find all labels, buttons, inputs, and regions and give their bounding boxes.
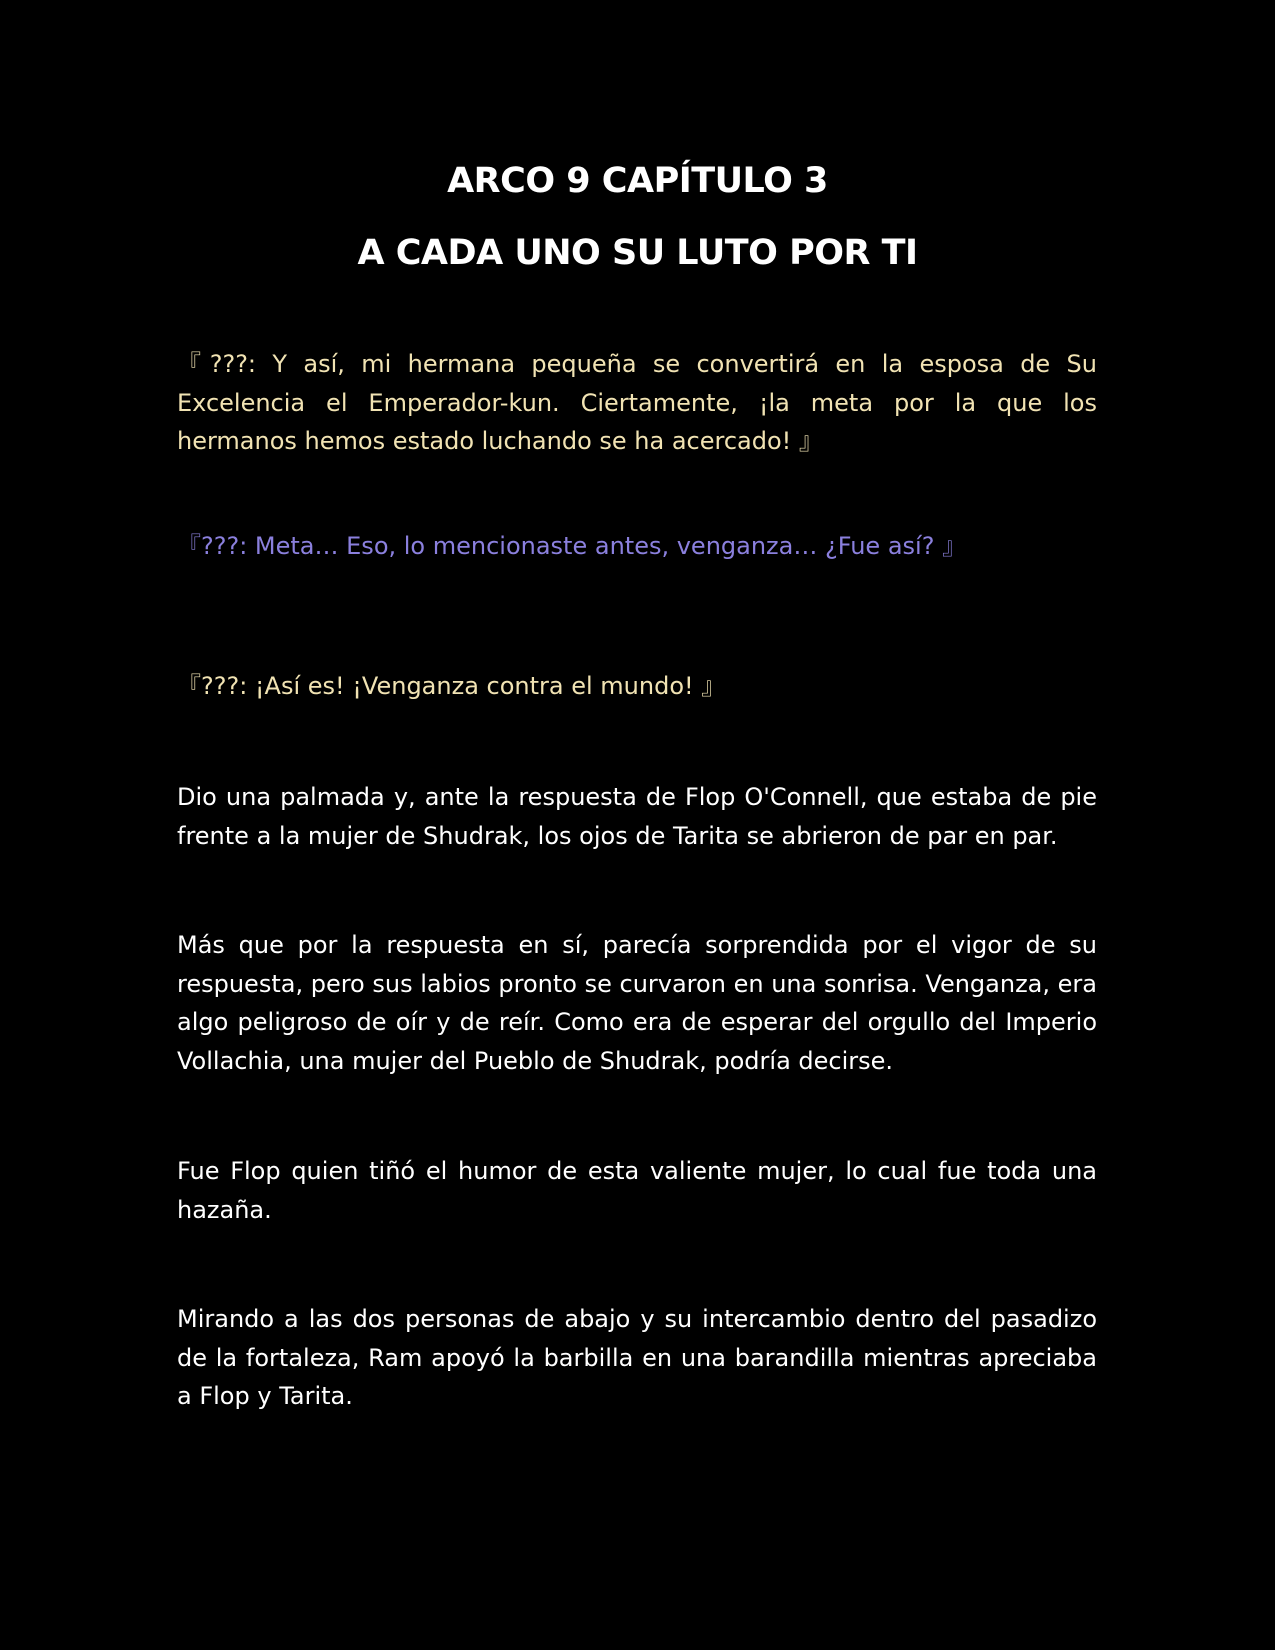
narration-paragraph-4: Mirando a las dos personas de abajo y su intercambio dentro del pasadizo de la fortaleza, Ram apoyó la barbilla en una barandilla mientras apreciaba a Flop y Tarita. (177, 1305, 1097, 1410)
dialogue-tarita-1: 『???: Meta… Eso, lo mencionaste antes, venganza… ¿Fue así? 』 (177, 532, 967, 560)
narration-paragraph-3: Fue Flop quien tiñó el humor de esta valiente mujer, lo cual fue toda una hazaña. (177, 1157, 1097, 1224)
narration-paragraph-1: Dio una palmada y, ante la respuesta de Flop O'Connell, que estaba de pie frente a la mujer de Shudrak, los ojos de Tarita se abrieron de par en par. (177, 783, 1097, 850)
narration-paragraph-2: Más que por la respuesta en sí, parecía sorprendida por el vigor de su respuesta, pero sus labios pronto se curvaron en una sonrisa. Venganza, era algo peligroso de oír y de reír. Como era de esperar del orgullo del Imperio Vollachia, una mujer del Pueblo de Shudrak, podría decirse. (177, 931, 1097, 1075)
dialogue-flop-2: 『???: ¡Así es! ¡Venganza contra el mundo! 』 (177, 672, 726, 700)
chapter-header (0, 145, 1275, 289)
chapter-title-heading: A CADA UNO SU LUTO POR TI (357, 233, 918, 273)
dialogue-flop-1: 『???: Y así, mi hermana pequeña se convertirá en la esposa de Su Excelencia el Emperador-kun. Ciertamente, ¡la meta por la que los hermanos hemos estado luchando se ha acercado! 』 (177, 350, 1097, 455)
arc-chapter-heading: ARCO 9 CAPÍTULO 3 (447, 161, 828, 201)
